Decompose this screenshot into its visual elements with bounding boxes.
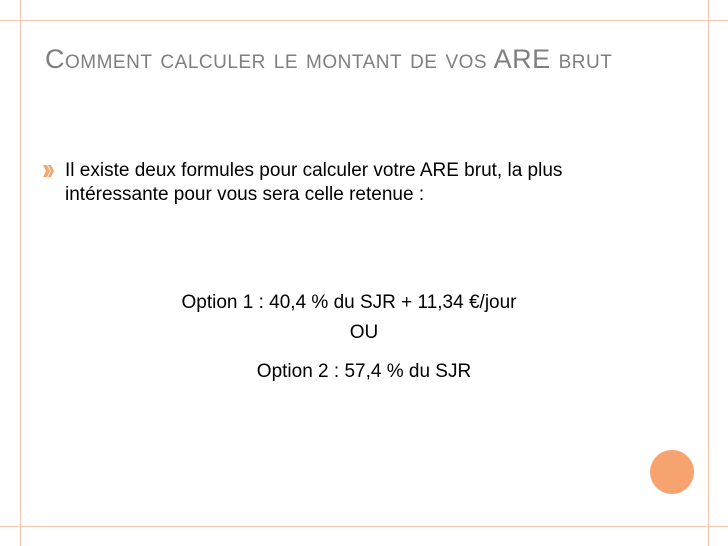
option-2-text: Option 2 : 57,4 % du SJR [256, 361, 472, 382]
frame-top-line [0, 20, 728, 21]
decorative-circle [650, 450, 694, 494]
frame-bottom-line [0, 526, 728, 527]
frame-left-line [20, 0, 21, 546]
frame-right-line [708, 0, 709, 546]
slide-title: Comment calculer le montant de vos ARE brut [45, 44, 613, 74]
bullet-text: Il existe deux formules pour calculer votre ARE brut, la plus intéressante pour vous sera celle retenue : [65, 160, 563, 205]
option-1-text: Option 1 : 40,4 % du SJR + 11,34 €/jour [181, 292, 517, 313]
separator-text: OU [349, 322, 379, 343]
bullet-marker-icon [42, 164, 56, 178]
